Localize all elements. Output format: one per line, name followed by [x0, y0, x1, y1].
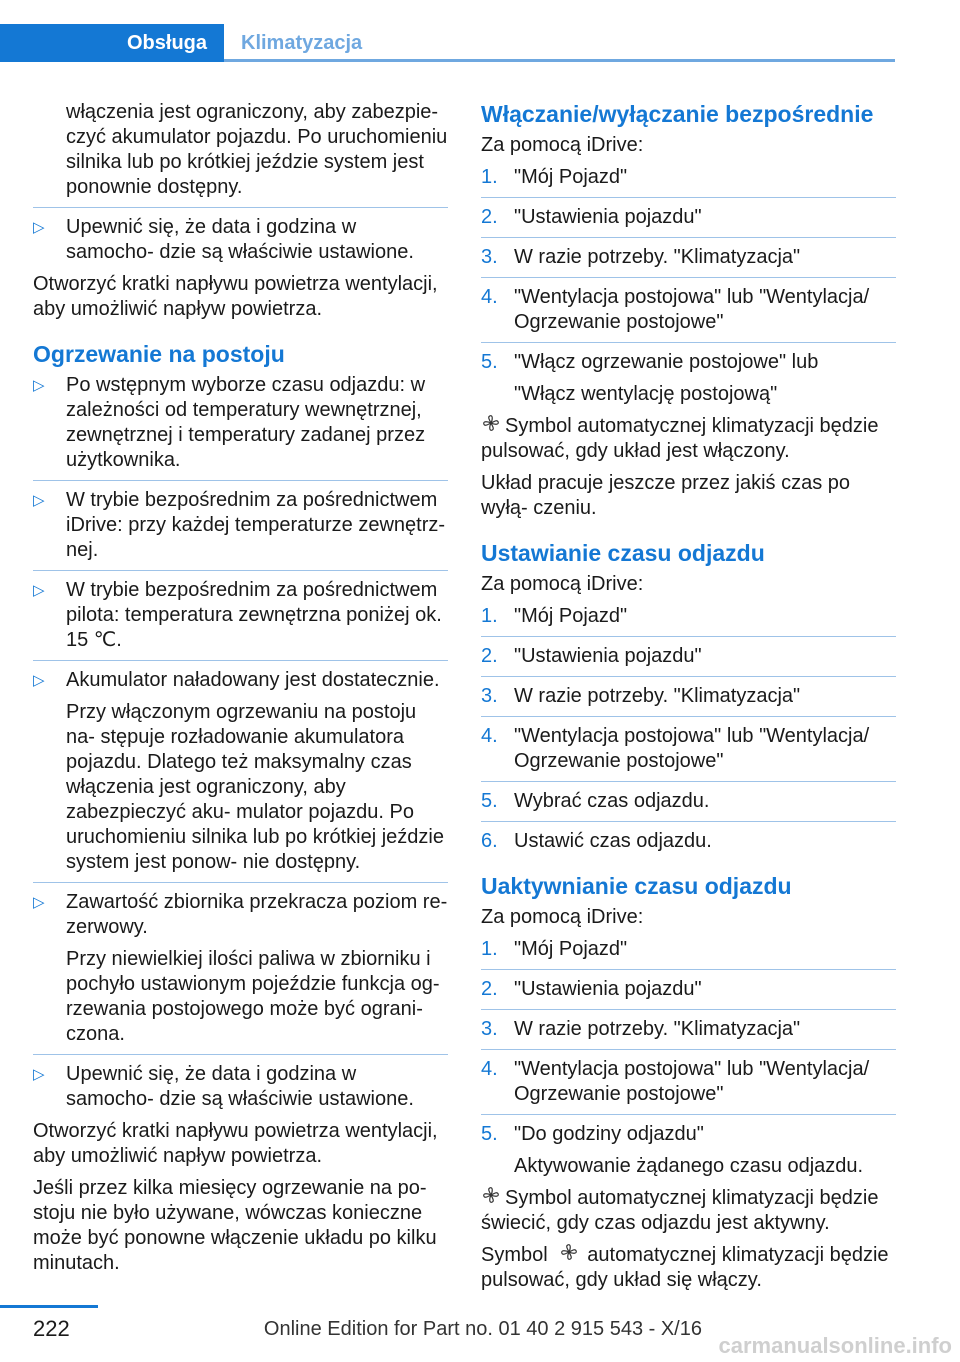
step-text: "Do godziny odjazdu": [514, 1123, 704, 1145]
divider: [481, 636, 896, 637]
step-text: "Ustawienia pojazdu": [514, 206, 702, 228]
step-number: 5.: [481, 790, 498, 812]
steps-list: [481, 937, 896, 1179]
paragraph: Otworzyć kratki napływu powietrza wentylacji, aby umożliwić napływ powietrza.: [33, 273, 438, 320]
divider: [33, 882, 448, 883]
step-number: 6.: [481, 830, 498, 852]
divider: [481, 237, 896, 238]
step-text: "Mój Pojazd": [514, 605, 628, 627]
step-text: Wybrać czas odjazdu.: [514, 790, 710, 812]
tab-obsluga[interactable]: Obsługa: [0, 24, 224, 62]
step-item: [481, 1017, 896, 1042]
divider: [481, 781, 896, 782]
right-column: [481, 100, 896, 1300]
bullet-text: W trybie bezpośrednim za pośrednictwem pilota: temperatura zewnętrzna poniżej ok. 15 ℃.: [66, 579, 442, 651]
paragraph: Otworzyć kratki napływu powietrza wentylacji, aby umożliwić napływ powietrza.: [33, 1120, 438, 1167]
step-item: [481, 245, 896, 270]
steps-list: [481, 165, 896, 407]
step-number: 4.: [481, 286, 498, 308]
step-text: Ustawić czas odjazdu.: [514, 830, 712, 852]
paragraph-text: automatycznej klimatyzacji będzie pulsować, gdy układ się włączy.: [481, 1244, 889, 1291]
left-column: [33, 100, 448, 1283]
step-item: [481, 789, 896, 814]
divider: [481, 1114, 896, 1115]
divider: [481, 197, 896, 198]
step-item: [481, 684, 896, 709]
step-text: "Ustawienia pojazdu": [514, 645, 702, 667]
divider: [481, 821, 896, 822]
page-header: [0, 0, 895, 62]
paragraph: [481, 1186, 896, 1236]
divider: [481, 342, 896, 343]
step-number: 5.: [481, 351, 498, 373]
edition-text: Online Edition for Part no. 01 40 2 915 543 - X/16: [263, 1318, 702, 1340]
paragraph: Układ pracuje jeszcze przez jakiś czas po wyłą‐ czeniu.: [481, 472, 851, 519]
step-number: 4.: [481, 1058, 498, 1080]
bullet-text: Upewnić się, że data i godzina w samocho‐ dzie są właściwie ustawione.: [66, 216, 414, 263]
step-text: "Mój Pojazd": [514, 938, 628, 960]
divider: [481, 1049, 896, 1050]
bullet-item: [33, 488, 448, 563]
paragraph-text: Symbol automatycznej klimatyzacji będzie świecić, gdy czas odjazdu jest aktywny.: [481, 1187, 879, 1234]
step-number: 1.: [481, 166, 498, 188]
paragraph: [481, 414, 896, 464]
bullet-text: ▷ Akumulator naładowany jest dostatecznie.: [66, 669, 440, 691]
page-number: 222: [33, 1316, 70, 1341]
step-item: [481, 604, 896, 629]
divider: [481, 277, 896, 278]
step-text: "Mój Pojazd": [514, 166, 628, 188]
step-item: [481, 937, 896, 962]
step-number: 3.: [481, 685, 498, 707]
divider: [481, 1009, 896, 1010]
step-item: [481, 205, 896, 230]
step-item: [481, 644, 896, 669]
bullet-text: Po wstępnym wyborze czasu odjazdu: w zależności od temperatury wewnętrznej, zewnętrznej i temperatury zadanej przez użytkownika.: [66, 374, 426, 471]
step-text: W razie potrzeby. "Klimatyzacja": [514, 246, 801, 268]
step-item: [481, 1057, 896, 1107]
tab-klimatyzacja[interactable]: Klimatyzacja: [241, 31, 363, 54]
step-item: [481, 977, 896, 1002]
bullet-item: [33, 578, 448, 653]
step-text: W razie potrzeby. "Klimatyzacja": [514, 685, 801, 707]
step-text: "Wentylacja postojowa" lub "Wentylacja/ Ogrzewanie postojowe": [514, 286, 870, 333]
fan-icon: [559, 1243, 579, 1268]
intro-line: Za pomocą iDrive:: [481, 134, 644, 156]
step-text: "Wentylacja postojowa" lub "Wentylacja/ Ogrzewanie postojowe": [514, 1058, 870, 1105]
step-text: W razie potrzeby. "Klimatyzacja": [514, 1018, 801, 1040]
section-heading: Uaktywnianie czasu odjazdu: [481, 873, 792, 899]
step-item: [481, 285, 896, 335]
divider: [481, 969, 896, 970]
step-number: 1.: [481, 605, 498, 627]
paragraph: Jeśli przez kilka miesięcy ogrzewanie na po‐ stoju nie było używane, wówczas konieczne może być ponowne włączenie układu po kilku minutach.: [33, 1177, 437, 1274]
step-subtext: "Włącz wentylację postojową": [514, 383, 778, 405]
bullet-subtext: Przy włączonym ogrzewaniu na postoju na‐ stępuje rozładowanie akumulatora pojazdu. Dlatego też maksymalny czas włączenia jest ograniczony, aby zabezpieczyć aku‐ mulator pojazdu. Po uruchomieniu silnika lub po krótkiej jeździe system jest ponow‐ nie dostępny.: [66, 701, 444, 873]
intro-text: włączenia jest ograniczony, aby zabezpie‐ czyć akumulator pojazdu. Po uruchomieniu silnika lub po krótkiej jeździe system jest ponownie dostępny.: [66, 101, 448, 198]
paragraph-text: Symbol: [481, 1244, 548, 1266]
steps-list: [481, 604, 896, 854]
step-number: 2.: [481, 645, 498, 667]
bullet-subtext: Przy niewielkiej ilości paliwa w zbiorniku i pochyło ustawionym pojeździe funkcja og‐ rzewania postojowego może być ograni‐ czona.: [66, 948, 440, 1045]
divider: [33, 207, 448, 208]
paragraph-text: Symbol automatycznej klimatyzacji będzie pulsować, gdy układ jest włączony.: [481, 415, 879, 462]
section-heading: Ogrzewanie na postoju: [33, 341, 285, 367]
step-number: 2.: [481, 206, 498, 228]
paragraph: [481, 1243, 896, 1293]
step-item: [481, 165, 896, 190]
bullet-text: Upewnić się, że data i godzina w samocho‐ dzie są właściwie ustawione.: [66, 1063, 414, 1110]
step-text: "Włącz ogrzewanie postojowe" lub: [514, 351, 819, 373]
bullet-item: [33, 1062, 448, 1112]
fan-icon: [481, 1186, 501, 1211]
fan-icon: [481, 414, 501, 439]
bullet-text: W trybie bezpośrednim za pośrednictwem iDrive: przy każdej temperaturze zewnętrz‐ nej.: [66, 489, 446, 561]
section-heading: Włączanie/wyłączanie bezpośrednie: [481, 101, 874, 127]
step-subtext: Aktywowanie żądanego czasu odjazdu.: [514, 1155, 864, 1177]
intro-line: Za pomocą iDrive:: [481, 906, 644, 928]
step-item: [481, 350, 896, 407]
section-heading: Ustawianie czasu odjazdu: [481, 540, 765, 566]
bullet-item: [33, 668, 448, 875]
step-text: "Ustawienia pojazdu": [514, 978, 702, 1000]
step-number: 3.: [481, 1018, 498, 1040]
divider: [481, 676, 896, 677]
footer-divider: [0, 1305, 98, 1308]
bullet-item: [33, 215, 448, 265]
intro-line: Za pomocą iDrive:: [481, 573, 644, 595]
header-divider: [224, 59, 895, 62]
step-number: 4.: [481, 725, 498, 747]
step-number: 2.: [481, 978, 498, 1000]
step-number: 3.: [481, 246, 498, 268]
divider: [33, 570, 448, 571]
step-number: 5.: [481, 1123, 498, 1145]
bullet-item: [33, 373, 448, 473]
divider: [481, 716, 896, 717]
bullet-item: [33, 890, 448, 1047]
divider: [33, 480, 448, 481]
divider: [33, 1054, 448, 1055]
bullet-text: ▷ Zawartość zbiornika przekracza poziom re‐ zerwowy.: [66, 891, 448, 938]
step-item: [481, 829, 896, 854]
watermark: carmanualsonline.info: [718, 1333, 952, 1358]
step-text: "Wentylacja postojowa" lub "Wentylacja/ Ogrzewanie postojowe": [514, 725, 870, 772]
divider: [33, 660, 448, 661]
step-number: 1.: [481, 938, 498, 960]
step-item: [481, 1122, 896, 1179]
step-item: [481, 724, 896, 774]
